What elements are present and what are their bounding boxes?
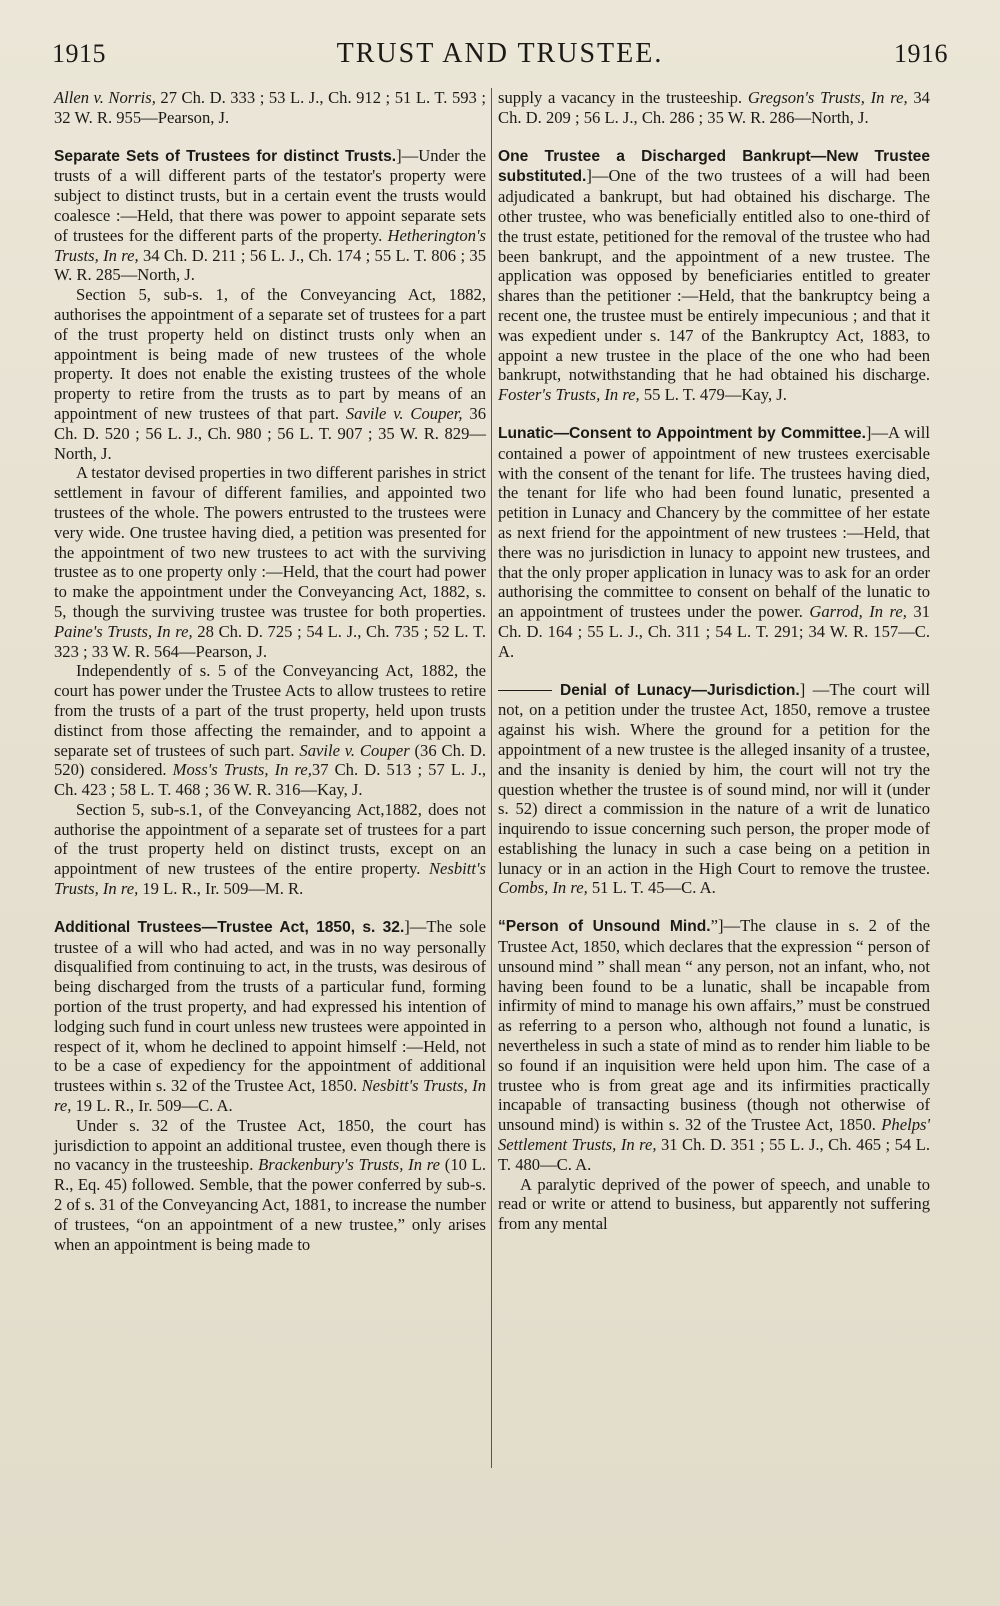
running-header (52, 38, 948, 78)
entry-paragraph: A testator devised properties in two different parishes in strict settlement in favour of different families, and appointed two trustees of the whole. The powers entrusted to the trustees were very wide. One trustee having died, a petition was presented for the appointment of two new trustees to act with the surviving trustee as to one property only :—Held, that the court had power to make the appointment under the Conveyancing Act, 1882, s. 5, though the surviving trustee was trustee for both properties. Paine's Trusts, In re, 28 Ch. D. 725 ; 54 L. J., Ch. 735 ; 52 L. T. 323 ; 33 W. R. 564—Pearson, J. (54, 463, 486, 661)
entry-paragraph: Separate Sets of Trustees for distinct Trusts.]—Under the trusts of a will different parts of the testator's property were subject to distinct trusts, but in a certain event the trusts would coalesce :—Held, that there was power to appoint separate sets of trustees for the different parts of the property. Hetherington's Trusts, In re, 34 Ch. D. 211 ; 56 L. J., Ch. 174 ; 55 L. T. 806 ; 35 W. R. 285—North, J. (54, 145, 486, 285)
entry-paragraph: Section 5, sub-s.1, of the Conveyancing Act,1882, does not authorise the appointment of a separate set of trustees for a part of the trust property held on distinct trusts, except on an appointment of new trustees of the entire property. Nesbitt's Trusts, In re, 19 L. R., Ir. 509—M. R. (54, 799, 486, 899)
entry-paragraph: “Person of Unsound Mind.”]—The clause in s. 2 of the Trustee Act, 1850, which declares that the expression “ person of unsound mind ” shall mean “ any person, not an infant, who, not having been found to be a lunatic, shall be incapable from infirmity of mind to manage his own affairs,” must be construed as referring to a person who, although not found a lunatic, is nevertheless in such a state of mind as to render him liable to be so found if an inquisition were held upon him. The case of a trustee who is from great age and its infirmities practically incapable of transacting business (though not otherwise of unsound mind) is within s. 32 of the Trustee Act, 1850. Phelps' Settlement Trusts, In re, 31 Ch. D. 351 ; 55 L. J., Ch. 465 ; 54 L. T. 480—C. A. (498, 916, 930, 1174)
entry-paragraph: Under s. 32 of the Trustee Act, 1850, the court has jurisdiction to appoint an additional trustee, even though there is no vacancy in the trusteeship. Brackenbury's Trusts, In re (10 L. R., Eq. 45) followed. Semble, that the power conferred by sub-s. 2 of s. 31 of the Conveyancing Act, 1881, to increase the number of trustees, “on an appointment of a new trustee,” only arises when an appointment is being made to (54, 1115, 486, 1254)
right-page-number: 1916 (893, 39, 948, 68)
running-title: TRUST AND TRUSTEE. (336, 38, 664, 69)
entry-paragraph: One Trustee a Discharged Bankrupt—New Trustee substituted.]—One of the two trustees of a will had been adjudicated a bankrupt, but had obtained his discharge. The other trustee, who was beneficially entitled also to one-third of the trust estate, petitioned for the removal of the trustee who had been bankrupt, and the appointment of a new trustee. The application was opposed by beneficiaries entitled to greater shares than the petitioner :—Held, that the bankruptcy being a recent one, the trustee must be entirely impecunious ; and that it was expedient under s. 147 of the Bankruptcy Act, 1883, to appoint a new trustee in the place of the one who had been bankrupt, notwithstanding that he had obtained his discharge. Foster's Trusts, In re, 55 L. T. 479—Kay, J. (498, 147, 930, 405)
entry-heading: Lunatic—Consent to Appointment by Committee. (498, 424, 866, 442)
ditto-dash (498, 690, 552, 691)
left-page-number: 1915 (52, 39, 106, 68)
right-column (498, 88, 930, 1234)
entry-paragraph: Lunatic—Consent to Appointment by Committee.]—A will contained a power of appointment of new trustees exercisable with the consent of the tenant for life. The trustees having died, the tenant for life who had been found lunatic, presented a petition in Lunacy and Chancery by the committee of her estate as next friend for the appointment of new trustees :—Held, that there was no jurisdiction in lunacy to appoint new trustees, and that the only proper application in lunacy was to ask for an order authorising the committee to consent on behalf of the lunatic to an appointment of trustees under the power. Garrod, In re, 31 Ch. D. 164 ; 55 L. J., Ch. 311 ; 54 L. T. 291; 34 W. R. 157—C. A. (498, 422, 931, 661)
entry-separate-sets (54, 146, 486, 899)
entry-paragraph: A paralytic deprived of the power of speech, and unable to read or write or attend to business, but apparently not suffering from any mental (498, 1174, 930, 1234)
entry-heading: Denial of Lunacy—Jurisdiction. (560, 681, 800, 699)
continued-citation: Allen v. Norris, 27 Ch. D. 333 ; 53 L. J., Ch. 912 ; 51 L. T. 593 ; 32 W. R. 955—Pearson, J. (54, 88, 486, 127)
left-column (54, 88, 486, 1254)
entry-denial-of-lunacy (498, 680, 930, 899)
entry-discharged-bankrupt (498, 146, 930, 405)
entry-paragraph: Independently of s. 5 of the Conveyancing Act, 1882, the court has power under the Trustee Acts to allow trustees to retire from the trusts of a part of the trust property, held upon trusts distinct from those affecting the remainder, and to appoint a separate set of trustees of such part. Savile v. Couper (36 Ch. D. 520) considered. Moss's Trusts, In re,37 Ch. D. 513 ; 57 L. J., Ch. 423 ; 58 L. T. 468 ; 36 W. R. 316—Kay, J. (54, 661, 486, 800)
entry-heading: Additional Trustees—Trustee Act, 1850, s. 32. (54, 918, 405, 936)
entry-heading: Separate Sets of Trustees for distinct Trusts. (54, 147, 397, 165)
entry-lunatic-consent (498, 423, 930, 662)
entry-paragraph: Section 5, sub-s. 1, of the Conveyancing Act, 1882, authorises the appointment of a separate set of trustees for a part of the trust property held on distinct trusts only when an appointment is being made of new trustees of the whole property. It does not enable the existing trustees of the whole property to retire from the trusts as to part by means of an appointment of new trustees of that part. Savile v. Couper, 36 Ch. D. 520 ; 56 L. J., Ch. 980 ; 56 L. T. 907 ; 35 W. R. 829—North, J. (54, 285, 486, 463)
continued-text: supply a vacancy in the trusteeship. Gregson's Trusts, In re, 34 Ch. D. 209 ; 56 L. J., Ch. 286 ; 35 W. R. 286—North, J. (498, 88, 930, 127)
entry-unsound-mind (498, 916, 930, 1234)
entry-paragraph: Denial of Lunacy—Jurisdiction.] —The court will not, on a petition under the trustee Act, 1850, remove a trustee against his wish. Where the ground for a petition for the appointment of a new trustee is the alleged insanity of a trustee, and the insanity is denied by him, the court will not try the question whether the trustee is of sound mind, nor will it (under s. 52) direct a commission in the nature of a writ de lunatico inquirendo to issue concerning such person, the proper mode of establishing the lunacy in such a case being on a petition in lunacy or in an action in the High Court to remove the trustee. Combs, In re, 51 L. T. 45—C. A. (498, 679, 930, 898)
column-divider (491, 88, 492, 1468)
entry-heading: One Trustee a Discharged Bankrupt—New Trustee substituted. (498, 147, 930, 186)
entry-heading: “Person of Unsound Mind. (498, 918, 711, 936)
entry-additional-trustees (54, 917, 486, 1255)
entry-paragraph: Additional Trustees—Trustee Act, 1850, s. 32.]—The sole trustee of a will who had acted, and was in no way personally disqualified from continuing to act, in the trusts, was desirous of being discharged from the trusts of a particular fund, forming portion of the trust property, and had expressed his intention of lodging such fund in court unless new trustees were appointed in respect of it, whom he declined to appoint himself :—Held, not to be a case of expediency for the appointment of additional trustees within s. 32 of the Trustee Act, 1850. Nesbitt's Trusts, In re, 19 L. R., Ir. 509—C. A. (54, 916, 486, 1116)
